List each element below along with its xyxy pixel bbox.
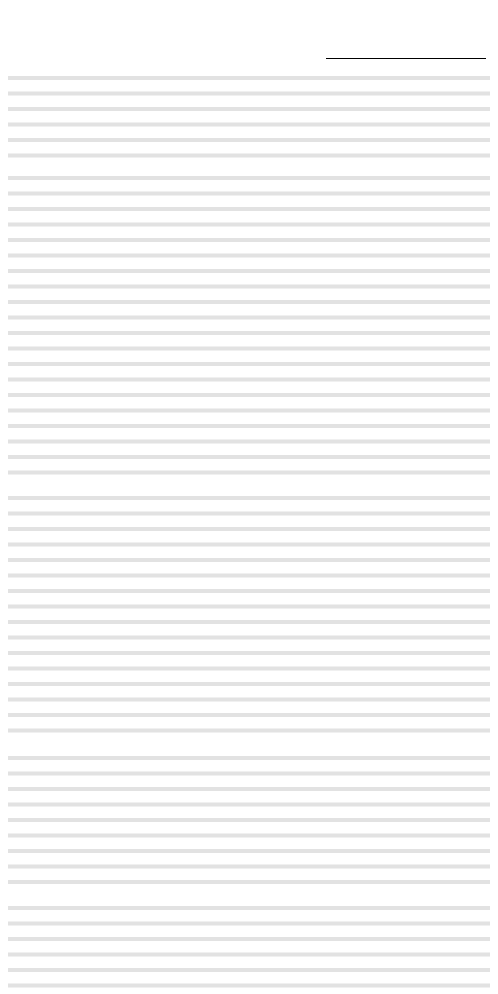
article-paragraph — [8, 489, 490, 739]
article-byline — [326, 38, 486, 59]
article-paragraph — [8, 749, 490, 889]
article-paragraph — [8, 899, 490, 994]
article-paragraph — [8, 169, 490, 479]
article-title — [8, 10, 486, 34]
article-paragraph — [8, 69, 490, 159]
